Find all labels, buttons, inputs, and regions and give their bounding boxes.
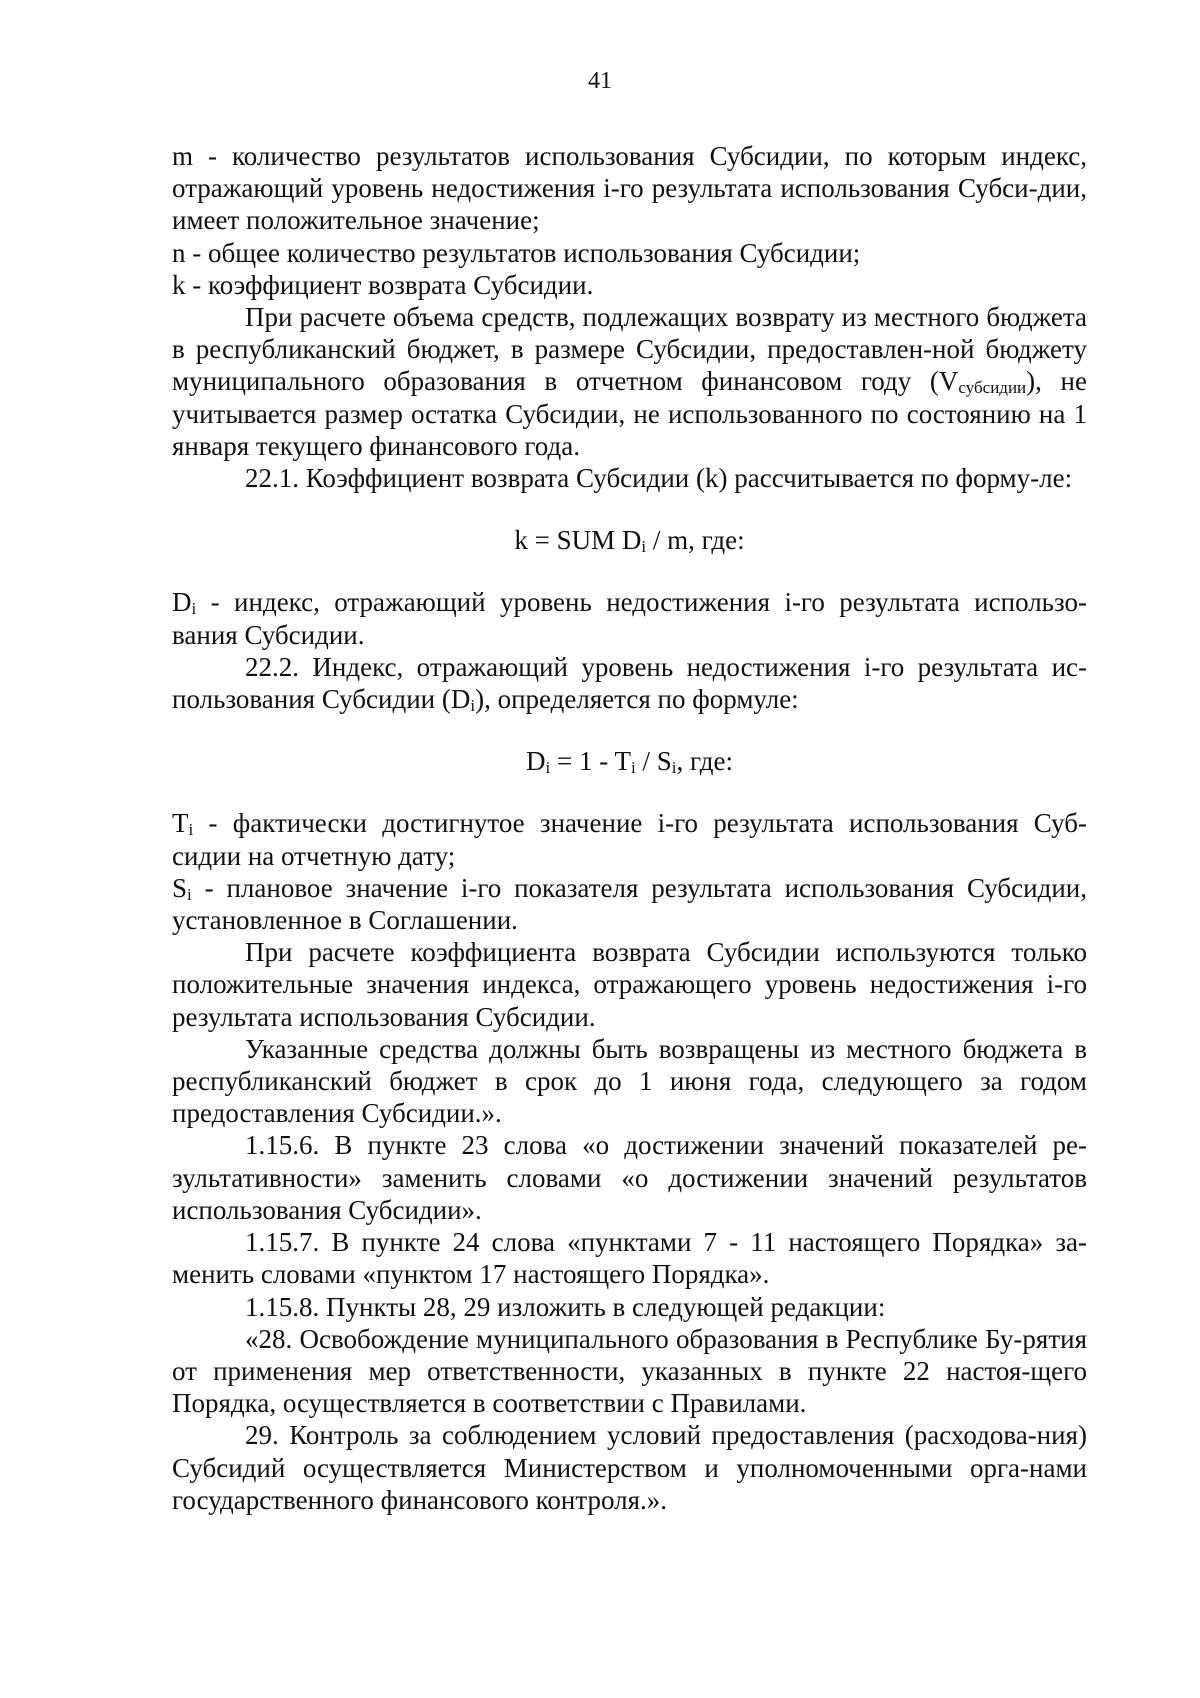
paragraph-si-definition — [172, 872, 1087, 936]
formula-text: = 1 - T — [550, 746, 631, 777]
paragraph-1-15-6: 1.15.6. В пункте 23 слова «о достижении значений показателей ре-зультативности» заменить словами «о достижении значений результатов использования Субсидии». — [172, 1130, 1087, 1225]
formula-text: , где: — [676, 746, 733, 777]
formula-text: / m, где: — [646, 525, 745, 556]
paragraph-text: ), не учитывается размер остатка Субсидии, не использованного по состоянию на 1 января текущего финансового года. — [172, 366, 1087, 461]
paragraph-text: - фактически достигнутое значение i-го результата использования Суб-сидии на отчетную дату; — [172, 808, 1087, 871]
paragraph-di-definition — [172, 586, 1087, 650]
paragraph-text: m - количество результатов использования Субсидии, по которым индекс, отражающий уровень недостижения i-го результата использования Субси-дии, имеет положительное значение; — [172, 141, 1087, 236]
paragraph-ti-definition — [172, 807, 1087, 871]
subscript: i — [545, 758, 551, 778]
formula-text: / S — [635, 746, 672, 777]
paragraph-22-1: 22.1. Коэффициент возврата Субсидии (k) рассчитывается по форму-ле: — [245, 463, 1073, 494]
paragraph-text: S — [172, 872, 188, 903]
paragraph-n-definition: n - общее количество результатов использования Субсидии; — [172, 237, 861, 268]
paragraph-text: D — [172, 587, 192, 618]
subscript: i — [470, 696, 476, 716]
paragraph-text: T — [172, 808, 189, 839]
formula-text: D — [526, 746, 546, 777]
subscript: i — [187, 884, 192, 904]
paragraph-29: 29. Контроль за соблюдением условий предоставления (расходова-ния) Субсидий осуществляется Министерством и уполномоченными орга-нами государственного финансового контроля.». — [172, 1420, 1087, 1515]
page-number: 41 — [588, 68, 612, 94]
paragraph-28: «28. Освобождение муниципального образования в Республике Бу-рятия от применения мер ответственности, указанных в пункте 22 настоя-щего Порядка, осуществляется в соответствии с Правилами. — [172, 1323, 1087, 1419]
subscript: i — [631, 758, 636, 778]
subscript: субсидии — [958, 378, 1027, 398]
paragraph-volume-calculation — [172, 301, 1087, 462]
paragraph-text: ), определяется по формуле: — [475, 684, 799, 715]
paragraph-m-definition — [172, 140, 1087, 237]
paragraph-text: - плановое значение i-го показателя результата использования Субсидии, установленное в Соглашении. — [172, 872, 1087, 936]
subscript: i — [671, 758, 677, 778]
paragraph-1-15-8: 1.15.8. Пункты 28, 29 изложить в следующей редакции: — [245, 1291, 886, 1322]
paragraph-return-deadline: Указанные средства должны быть возвращены из местного бюджета в республиканский бюджет в срок до 1 июня года, следующего за годом предоставления Субсидии.». — [172, 1033, 1087, 1129]
paragraph-1-15-7: 1.15.7. В пункте 24 слова «пунктами 7 - 11 настоящего Порядка» за-менить словами «пунктом 17 настоящего Порядка». — [172, 1227, 1087, 1290]
paragraph-positive-values: При расчете коэффициента возврата Субсидии используются только положительные значения индекса, отражающего уровень недостижения i-го результата использования Субсидии. — [172, 937, 1087, 1032]
paragraph-k-definition: k - коэффициент возврата Субсидии. — [172, 269, 594, 300]
paragraph-text: При расчете объема средств, подлежащих возврату из местного бюджета в республиканский бюджет, в размере Субсидии, предоставлен-ной бюджету муниципального образования в отчетном финансовом году (V — [172, 302, 1087, 397]
paragraph-text: 22.2. Индекс, отражающий уровень недостижения i-го результата ис-пользования Субсидии (D — [172, 651, 1087, 715]
formula-di — [172, 745, 1087, 777]
formula-k — [172, 524, 1087, 556]
paragraph-22-2 — [172, 651, 1087, 715]
subscript: i — [191, 599, 197, 619]
subscript: i — [641, 537, 647, 557]
document-body — [172, 140, 1087, 1516]
paragraph-text: - индекс, отражающий уровень недостижения i-го результата использо-вания Субсидии. — [172, 587, 1087, 650]
subscript: i — [188, 820, 194, 840]
formula-text: k = SUM D — [514, 525, 642, 556]
